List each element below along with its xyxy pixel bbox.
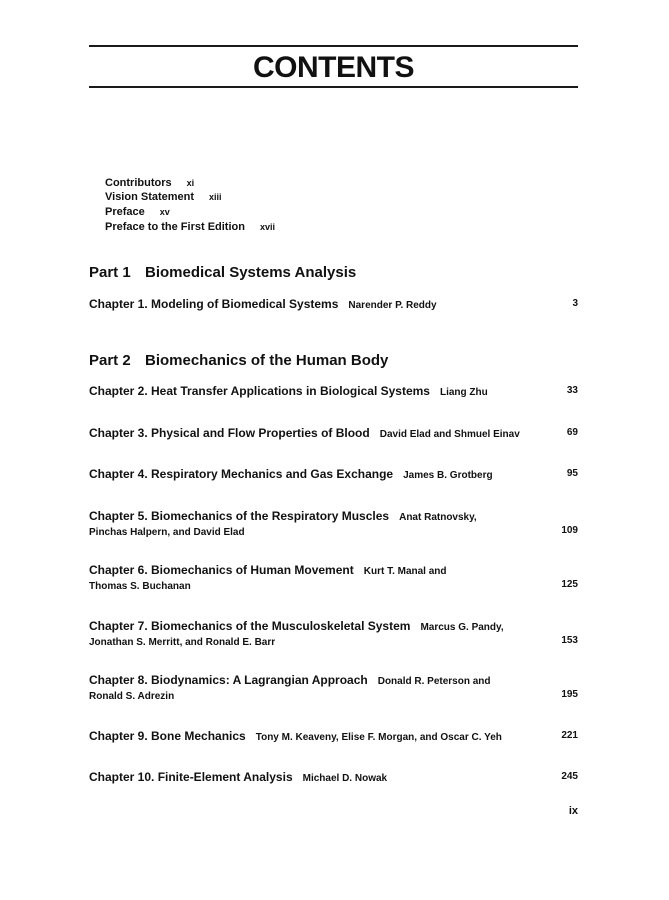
front-matter-label: Contributors <box>105 177 172 189</box>
front-matter-item[interactable] <box>105 220 275 234</box>
chapter-authors: Liang Zhu <box>439 387 488 398</box>
chapter-authors: Anat Ratnovsky, <box>399 512 477 523</box>
chapter-title: Chapter 5. Biomechanics of the Respiratory Muscles <box>89 509 390 523</box>
chapter-page: 3 <box>572 298 578 309</box>
chapter-entry[interactable] <box>89 728 578 743</box>
part-number: Part 2 <box>89 352 131 369</box>
page-title: CONTENTS <box>253 51 414 84</box>
chapter-entry[interactable] <box>89 466 578 481</box>
chapter-page: 95 <box>566 468 578 479</box>
chapter-page: 195 <box>561 689 578 700</box>
front-matter-page: xi <box>186 178 195 188</box>
front-matter-page: xvii <box>259 222 275 232</box>
chapter-title: Chapter 10. Finite-Element Analysis <box>89 770 293 784</box>
chapter-entry[interactable] <box>89 672 578 702</box>
chapter-authors: Michael D. Nowak <box>302 773 388 784</box>
chapter-title: Chapter 2. Heat Transfer Applications in Biological Systems <box>89 384 430 398</box>
part-number: Part 1 <box>89 264 131 281</box>
part-heading <box>89 352 388 370</box>
chapter-entry[interactable] <box>89 508 578 538</box>
chapter-entry[interactable] <box>89 425 578 440</box>
chapter-authors-continued: Jonathan S. Merritt, and Ronald E. Barr <box>89 637 276 648</box>
front-matter-item[interactable] <box>105 190 222 204</box>
front-matter-item[interactable] <box>105 205 170 219</box>
chapter-authors-continued: Ronald S. Adrezin <box>89 691 175 702</box>
chapter-authors: Narender P. Reddy <box>348 300 437 311</box>
chapter-title: Chapter 4. Respiratory Mechanics and Gas Exchange <box>89 467 394 481</box>
chapter-page: 33 <box>566 385 578 396</box>
top-rule <box>89 45 578 47</box>
part-heading <box>89 264 356 282</box>
front-matter-page: xiii <box>209 192 222 202</box>
chapter-title: Chapter 7. Biomechanics of the Musculoskeletal System <box>89 619 411 633</box>
part-title: Biomechanics of the Human Body <box>145 352 389 369</box>
front-matter-label: Preface to the First Edition <box>105 221 245 233</box>
chapter-title: Chapter 9. Bone Mechanics <box>89 729 246 743</box>
chapter-page: 221 <box>561 730 578 741</box>
front-matter-label: Vision Statement <box>105 191 195 203</box>
front-matter-item[interactable] <box>105 176 194 190</box>
chapter-page: 125 <box>561 579 578 590</box>
chapter-authors: David Elad and Shmuel Einav <box>379 429 520 440</box>
bottom-rule <box>89 86 578 88</box>
chapter-entry[interactable] <box>89 383 578 398</box>
front-matter-label: Preface <box>105 206 145 218</box>
chapter-authors-continued: Pinchas Halpern, and David Elad <box>89 527 245 538</box>
chapter-page: 245 <box>561 771 578 782</box>
chapter-title: Chapter 1. Modeling of Biomedical Systems <box>89 297 339 311</box>
chapter-title: Chapter 3. Physical and Flow Properties of Blood <box>89 426 370 440</box>
chapter-entry[interactable] <box>89 769 578 784</box>
chapter-entry[interactable] <box>89 296 578 311</box>
page-folio: ix <box>568 805 578 817</box>
part-title: Biomedical Systems Analysis <box>145 264 357 281</box>
chapter-page: 69 <box>566 427 578 438</box>
chapter-authors: Marcus G. Pandy, <box>420 622 504 633</box>
chapter-authors: Kurt T. Manal and <box>363 566 447 577</box>
chapter-authors: James B. Grotberg <box>403 470 493 481</box>
chapter-entry[interactable] <box>89 618 578 648</box>
chapter-page: 153 <box>561 635 578 646</box>
front-matter-page: xv <box>159 207 170 217</box>
chapter-title: Chapter 8. Biodynamics: A Lagrangian Approach <box>89 673 368 687</box>
chapter-entry[interactable] <box>89 562 578 592</box>
chapter-authors-continued: Thomas S. Buchanan <box>89 581 191 592</box>
chapter-page: 109 <box>561 525 578 536</box>
chapter-title: Chapter 6. Biomechanics of Human Movement <box>89 563 354 577</box>
chapter-authors: Donald R. Peterson and <box>377 676 491 687</box>
chapter-authors: Tony M. Keaveny, Elise F. Morgan, and Oscar C. Yeh <box>255 732 502 743</box>
